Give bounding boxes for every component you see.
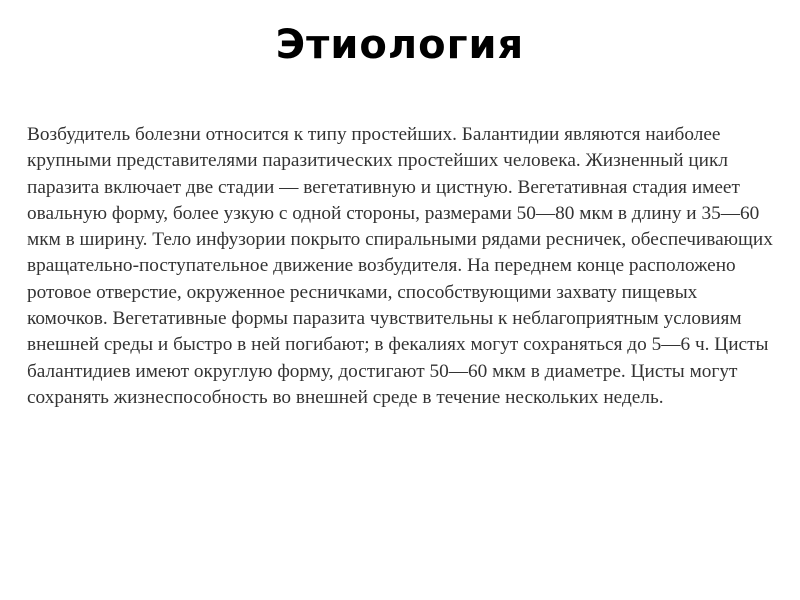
slide-body-text: Возбудитель болезни относится к типу простейших. Балантидии являются наиболее крупными представителями паразитических простейших человека. Жизненный цикл паразита включает две стадии — вегетативную и цистную. Вегетативная стадия имеет овальную форму, более узкую с одной стороны, размерами 50—80 мкм в длину и 35—60 мкм в ширину. Тело инфузории покрыто спиральными рядами ресничек, обеспечивающих вращательно-поступательное движение возбудителя. На переднем конце расположено ротовое отверстие, окруженное ресничками, способствующими захвату пищевых комочков. Вегетативные формы паразита чувствительны к неблагоприятным условиям внешней среды и быстро в ней погибают; в фекалиях могут сохраняться до 5—6 ч. Цисты балантидиев имеют округлую форму, достигают 50—60 мкм в диаметре. Цисты могут сохранять жизнеспособность во внешней среде в течение нескольких недель. — [27, 124, 773, 408]
slide-title: Этиология — [275, 22, 525, 68]
